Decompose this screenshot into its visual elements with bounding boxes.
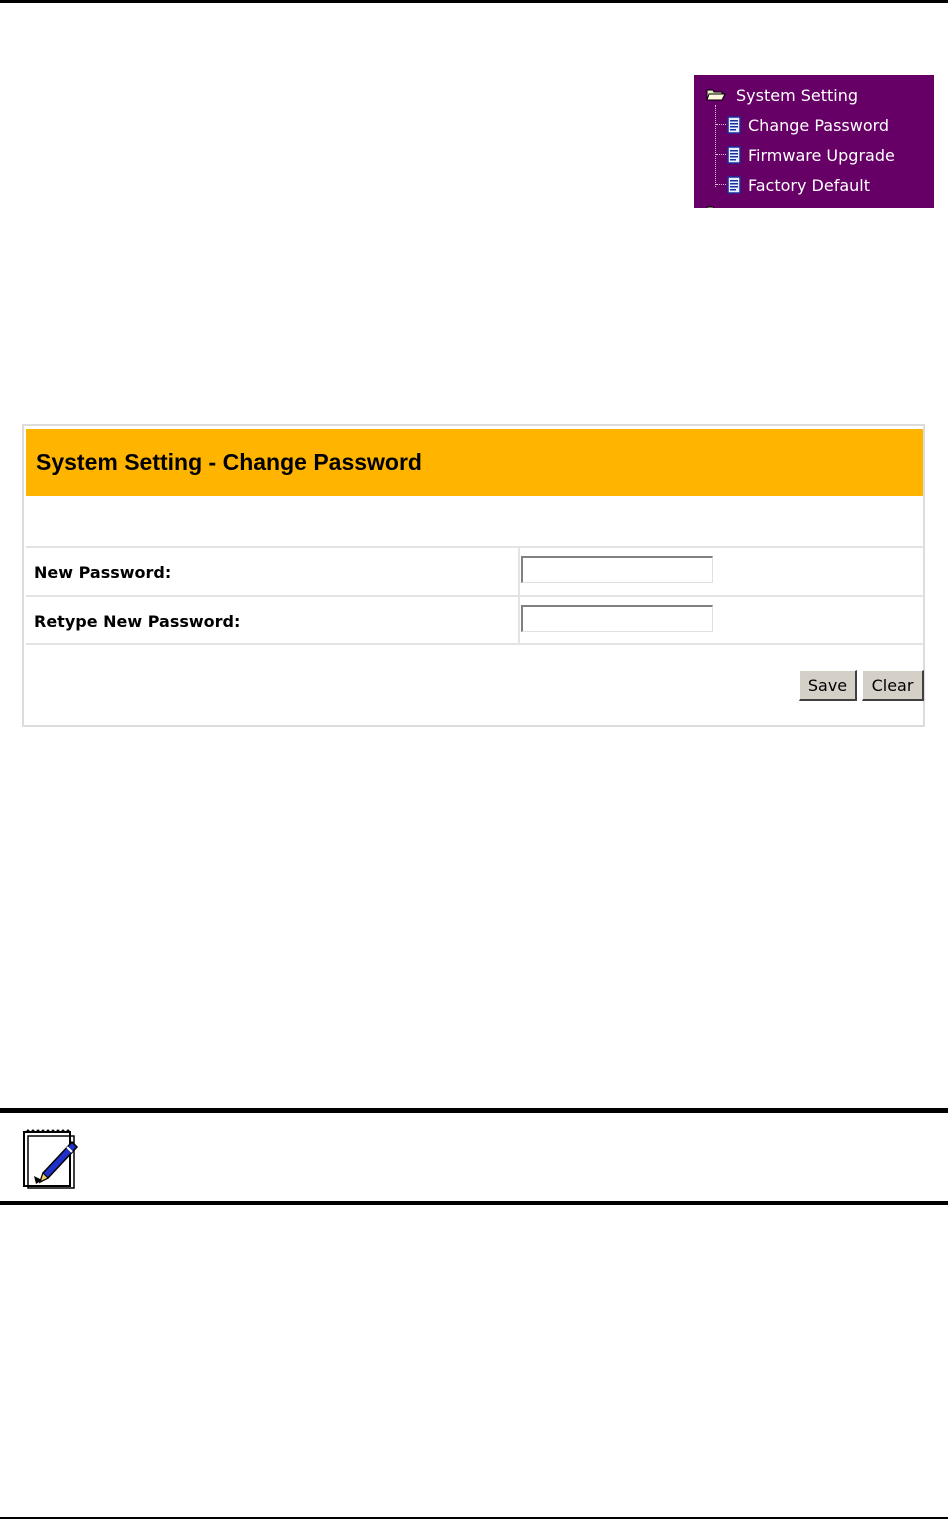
retype-password-label: Retype New Password: [34,612,241,631]
page-top-rule [0,0,948,3]
column-divider [518,546,520,645]
folder-open-icon [706,88,726,102]
save-button[interactable]: Save [799,670,857,701]
tree-item-change-password[interactable] [726,112,889,138]
note-bottom-rule [0,1201,948,1205]
row-divider [26,595,923,597]
document-icon [726,116,742,134]
tree-connector [715,105,716,187]
tree-item-label: Change Password [748,115,890,135]
folder-icon [706,205,726,208]
tree-connector [716,154,726,155]
tree-item-system-setting[interactable] [706,82,858,108]
new-password-input[interactable] [521,556,713,583]
tree-item-factory-default[interactable] [726,172,870,198]
notepad-pen-icon [20,1124,80,1190]
tree-item-label: Factory Default [748,175,870,195]
note-top-rule [0,1108,948,1113]
tree-item-label: Firmware Upgrade [748,145,895,165]
document-icon [726,176,742,194]
row-divider [26,643,923,645]
tree-item-cropped [706,199,736,208]
row-divider [26,546,923,548]
change-password-panel [22,424,925,727]
panel-header [26,429,923,496]
tree-connector [716,124,726,125]
panel-title: System Setting - Change Password [36,449,422,475]
clear-button[interactable]: Clear [862,670,924,701]
new-password-label: New Password: [34,563,172,582]
document-icon [726,146,742,164]
navigation-tree [694,75,934,208]
tree-connector [716,184,726,185]
retype-password-input[interactable] [521,605,713,632]
tree-item-firmware-upgrade[interactable] [726,142,895,168]
tree-item-label: System Setting [736,85,859,105]
page-bottom-rule [0,1517,948,1519]
